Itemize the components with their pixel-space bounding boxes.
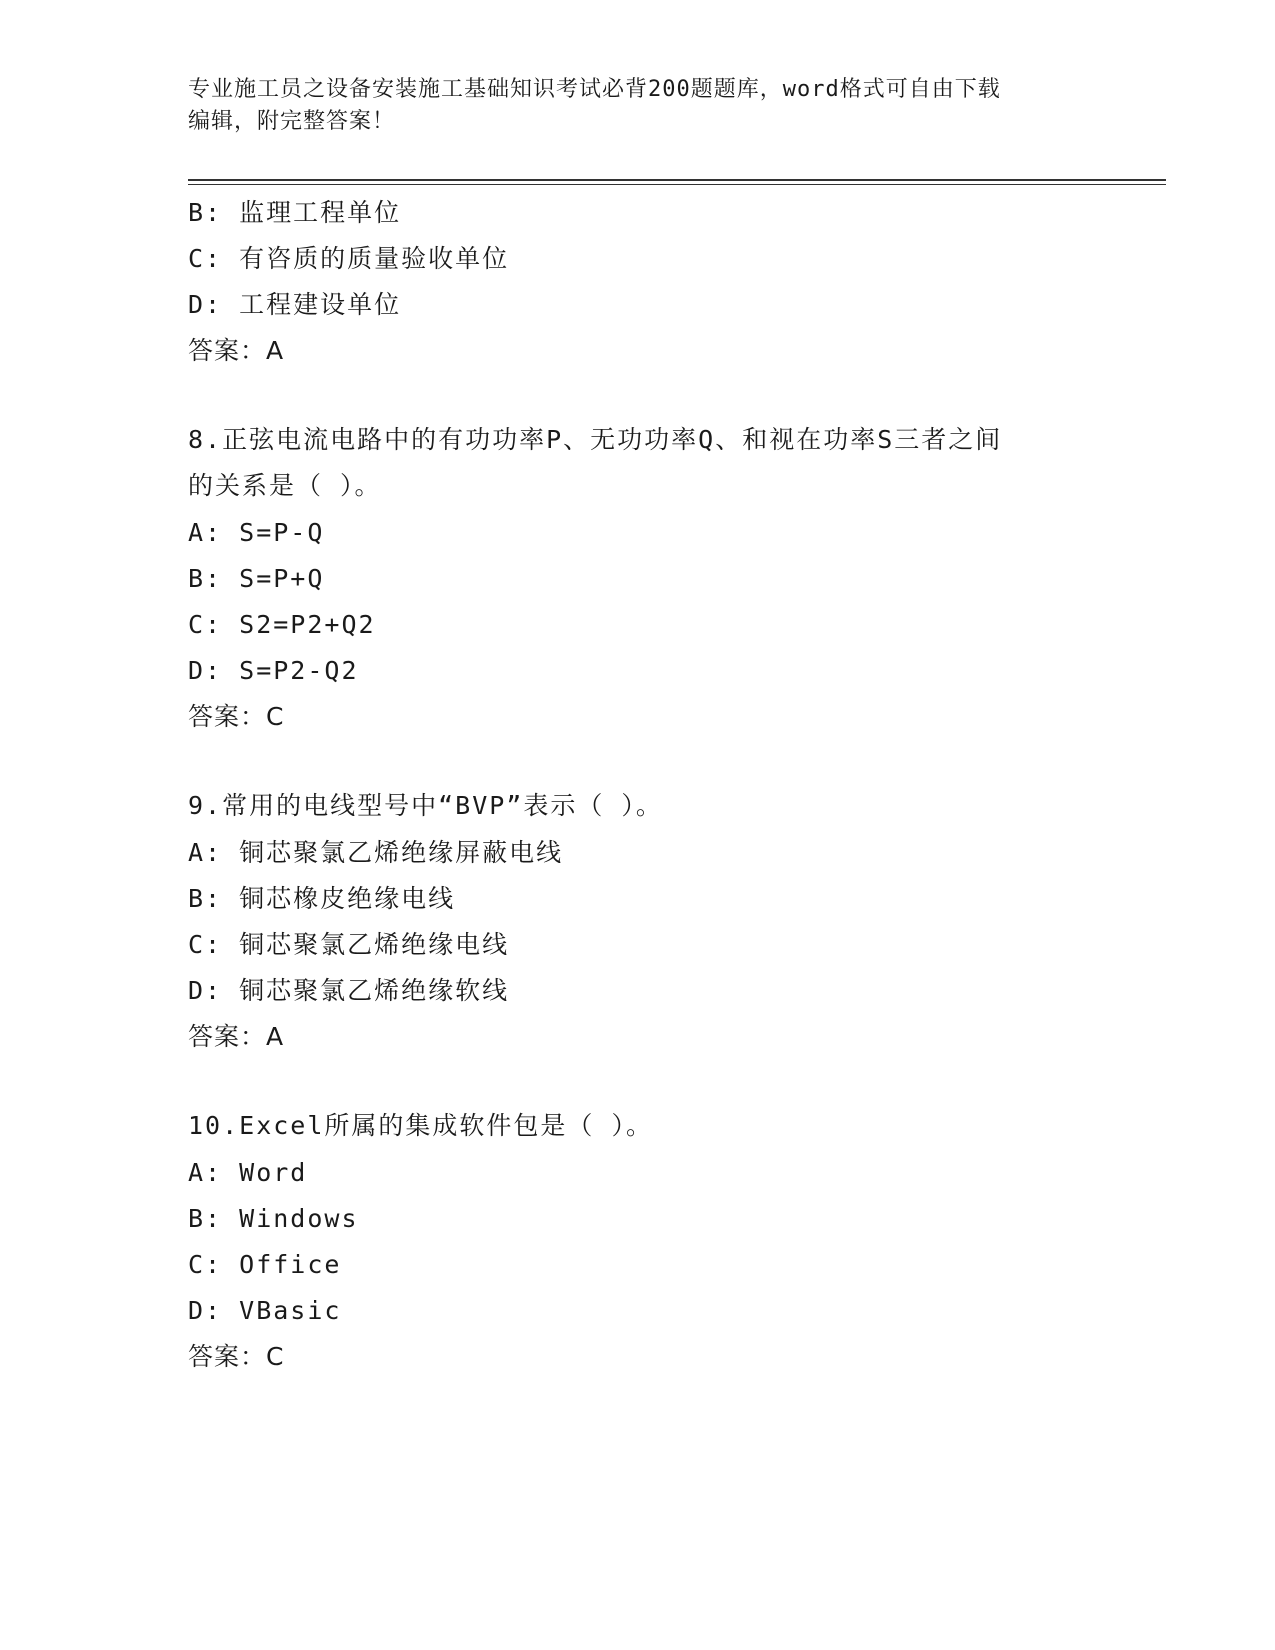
option-d: D: 铜芯聚氯乙烯绝缘软线 [188,976,510,1005]
spacer [188,1060,1088,1104]
question-7 [188,190,1088,374]
option-b: B: 铜芯橡皮绝缘电线 [188,884,456,913]
header-line-1: 专业施工员之设备安装施工基础知识考试必背200题题库，word格式可自由下载 [188,77,1001,102]
question-list [188,190,1088,1380]
header-divider-thin [188,184,1166,185]
header-line-2: 编辑，附完整答案！ [188,109,396,134]
option-a: A: S=P-Q [188,518,325,547]
option-b: B: Windows [188,1204,359,1233]
question-text-line-2: 的关系是（ ）。 [188,471,382,500]
question-text-line-1: 9.常用的电线型号中“BVP”表示（ ）。 [188,791,663,820]
answer-line: 答案：A [188,336,285,365]
option-b: B: 监理工程单位 [188,198,402,227]
option-a: A: Word [188,1158,308,1187]
option-c: C: S2=P2+Q2 [188,610,376,639]
question-text-line-1: 8.正弦电流电路中的有功功率P、无功功率Q、和视在功率S三者之间 [188,425,1003,454]
question-9 [188,784,1088,1060]
option-c: C: 铜芯聚氯乙烯绝缘电线 [188,930,510,959]
option-d: D: S=P2-Q2 [188,656,359,685]
spacer [188,740,1088,784]
option-c: C: 有咨质的质量验收单位 [188,244,510,273]
header-divider-thick [188,179,1166,181]
question-10 [188,1104,1088,1380]
question-text-line-1: 10.Excel所属的集成软件包是（ ）。 [188,1111,653,1140]
answer-line: 答案：C [188,1342,285,1371]
option-b: B: S=P+Q [188,564,325,593]
option-d: D: VBasic [188,1296,342,1325]
question-8 [188,418,1088,740]
document-header [188,74,1088,138]
option-d: D: 工程建设单位 [188,290,402,319]
answer-line: 答案：A [188,1022,285,1051]
option-a: A: 铜芯聚氯乙烯绝缘屏蔽电线 [188,838,564,867]
answer-line: 答案：C [188,702,285,731]
option-c: C: Office [188,1250,342,1279]
spacer [188,374,1088,418]
